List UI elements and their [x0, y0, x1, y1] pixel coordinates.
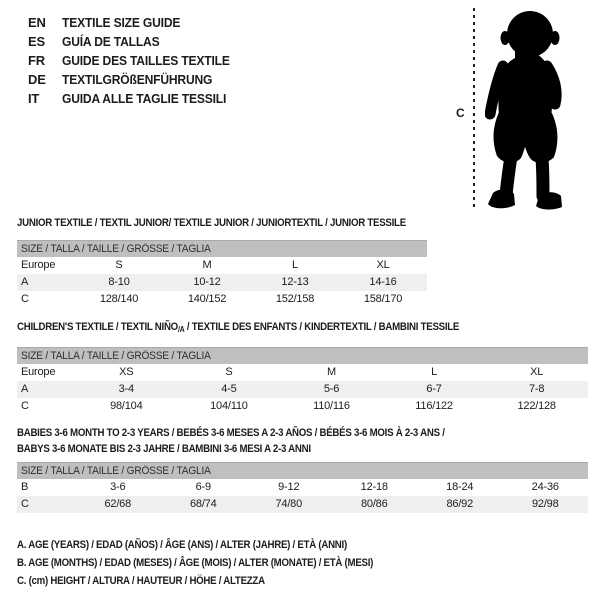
language-row [28, 89, 242, 108]
footnotes-block [17, 536, 422, 590]
language-row [28, 51, 242, 70]
babies-size-table-section [17, 425, 588, 513]
footnote-text: B. AGE (MONTHS) / EDAD (MESES) / ÂGE (MOIS) / ALTER (MONATE) / ETÀ (MESI) [17, 557, 374, 569]
table-title [17, 217, 427, 229]
size-header-bar [17, 240, 427, 257]
size-cell: 6-9 [195, 481, 211, 493]
size-cell: 14-16 [369, 276, 397, 288]
table-row [17, 291, 427, 308]
table-row [17, 381, 588, 398]
table-row [17, 257, 427, 274]
size-header-bar [17, 347, 588, 364]
size-cell: 104/110 [210, 400, 248, 412]
size-cell: 62/68 [104, 498, 132, 510]
language-code: ES [28, 34, 45, 49]
table-title-line [17, 425, 588, 441]
size-cell: L [431, 366, 438, 378]
size-cell: M [327, 366, 336, 378]
table-row [17, 398, 588, 415]
table-title-line [17, 321, 588, 336]
language-name: GUÍA DE TALLAS [62, 34, 160, 49]
size-cell: 3-6 [110, 481, 126, 493]
size-header-bar [17, 462, 588, 479]
size-cell: 74/80 [275, 498, 303, 510]
table-title-subscript: /A [177, 325, 185, 334]
size-cell: 140/152 [187, 293, 227, 305]
row-label: C [21, 293, 29, 305]
size-cell: 86/92 [446, 498, 474, 510]
table-row [17, 479, 588, 496]
table-title-line [17, 441, 588, 457]
language-code: EN [28, 15, 46, 30]
row-label: C [21, 498, 29, 510]
language-row [28, 32, 242, 51]
size-cell: 9-12 [278, 481, 300, 493]
junior-size-table-section [17, 217, 427, 308]
size-cell: 7-8 [529, 383, 545, 395]
size-cell: S [225, 366, 233, 378]
row-label: A [21, 276, 29, 288]
height-measure-label: C [456, 106, 465, 120]
row-label: Europe [21, 259, 56, 271]
size-cell: 110/116 [313, 400, 350, 412]
size-cell: XL [530, 366, 544, 378]
size-cell: 68/74 [189, 498, 217, 510]
table-title-segment: / TEXTILE DES ENFANTS / KINDERTEXTIL / BAMBINI TESSILE [184, 321, 460, 333]
language-code: FR [28, 53, 45, 68]
size-cell: 122/128 [517, 400, 556, 412]
size-cell: 6-7 [426, 383, 442, 395]
row-label: B [21, 481, 29, 493]
size-cell: XS [119, 366, 134, 378]
size-cell: 152/158 [275, 293, 315, 305]
size-cell: M [202, 259, 212, 271]
row-label: A [21, 383, 29, 395]
height-measure-dashed-line [473, 8, 475, 207]
size-cell: 12-18 [360, 481, 388, 493]
footnote-text: C. (cm) HEIGHT / ALTURA / HAUTEUR / HÖHE / ALTEZZA [17, 575, 265, 587]
size-cell: S [115, 259, 123, 271]
table-title [17, 321, 588, 336]
language-title-block [28, 13, 242, 108]
size-cell: 18-24 [446, 481, 474, 493]
table-title-segment: CHILDREN'S TEXTILE / TEXTIL NIÑO [17, 321, 178, 333]
language-name: TEXTILGRÖßENFÜHRUNG [62, 72, 213, 87]
table-title-segment: BABIES 3-6 MONTH TO 2-3 YEARS / BEBÉS 3-6 MESES A 2-3 AÑOS / BÉBÉS 3-6 MOIS À 2-3 ANS / [17, 427, 445, 439]
table-title-text [17, 441, 311, 457]
footnote-text: A. AGE (YEARS) / EDAD (AÑOS) / ÂGE (ANS) / ALTER (JAHRE) / ETÀ (ANNI) [17, 539, 347, 551]
size-header-label: SIZE / TALLA / TAILLE / GRÖSSE / TAGLIA [21, 243, 211, 255]
size-cell: 10-12 [193, 276, 221, 288]
table-title-segment: JUNIOR TEXTILE / TEXTIL JUNIOR/ TEXTILE JUNIOR / JUNIORTEXTIL / JUNIOR TESSILE [17, 217, 406, 229]
size-cell: 116/122 [415, 400, 453, 412]
language-name: GUIDE DES TAILLES TEXTILE [62, 53, 230, 68]
table-title-text [17, 425, 445, 441]
footnote-line [17, 554, 422, 572]
language-code: DE [28, 72, 46, 87]
size-header-label: SIZE / TALLA / TAILLE / GRÖSSE / TAGLIA [21, 350, 211, 362]
table-title-text [17, 321, 459, 336]
children-size-table-section [17, 321, 588, 415]
size-cell: 98/104 [110, 400, 143, 412]
row-label: Europe [21, 366, 56, 378]
footnote-line [17, 572, 422, 590]
size-cell: 12-13 [281, 276, 309, 288]
size-cell: 4-5 [221, 383, 237, 395]
language-row [28, 70, 242, 89]
table-row [17, 364, 588, 381]
size-cell: 128/140 [99, 293, 139, 305]
table-row [17, 496, 588, 513]
size-cell: XL [376, 259, 390, 271]
size-cell: 80/86 [360, 498, 388, 510]
toddler-silhouette [485, 8, 580, 213]
table-title [17, 425, 588, 457]
size-cell: 3-4 [118, 383, 134, 395]
row-label: C [21, 400, 29, 412]
table-title-text [17, 217, 406, 229]
language-name: TEXTILE SIZE GUIDE [62, 15, 181, 30]
footnote-line [17, 536, 422, 554]
language-name: GUIDA ALLE TAGLIE TESSILI [62, 91, 227, 106]
size-header-label: SIZE / TALLA / TAILLE / GRÖSSE / TAGLIA [21, 465, 211, 477]
table-title-line [17, 217, 427, 229]
size-cell: 24-36 [531, 481, 559, 493]
size-cell: 8-10 [108, 276, 130, 288]
size-cell: 158/170 [363, 293, 403, 305]
table-title-segment: BABYS 3-6 MONATE BIS 2-3 JAHRE / BAMBINI 3-6 MESI A 2-3 ANNI [17, 443, 311, 455]
language-row [28, 13, 242, 32]
size-cell: L [292, 259, 298, 271]
size-cell: 5-6 [323, 383, 340, 395]
size-cell: 92/98 [531, 498, 559, 510]
language-code: IT [28, 91, 40, 106]
table-row [17, 274, 427, 291]
